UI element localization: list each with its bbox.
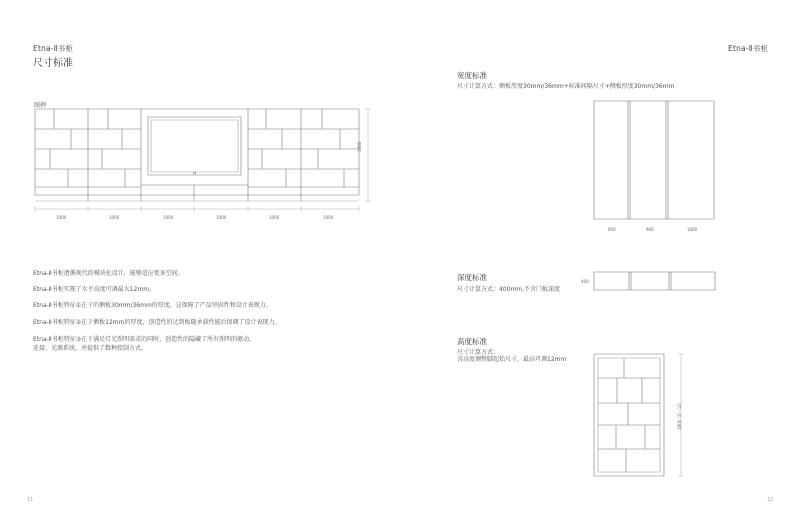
overall-height-label: 1800 bbox=[357, 141, 362, 152]
diagram-label: 图例 bbox=[34, 102, 47, 109]
depth-diagram bbox=[592, 270, 718, 292]
right-page-number: 12 bbox=[767, 497, 774, 503]
height-section-formula: 含高度调整脚起始尺寸，最高可调12mm bbox=[457, 356, 567, 363]
width-label: 600 bbox=[608, 227, 616, 232]
width-label: 1000 bbox=[687, 227, 698, 232]
width-diagram bbox=[590, 98, 718, 222]
left-brand-name: Etna-Ⅱ书柜 bbox=[33, 44, 74, 53]
left-page-number: 11 bbox=[27, 497, 34, 503]
height-section-heading: 高度标准 bbox=[457, 337, 487, 346]
description-paragraph: Etna-Ⅱ书柜遵循现代的模块化设计，能够适应更多空间。 bbox=[33, 270, 184, 277]
module-width-label: 1000 bbox=[56, 215, 67, 220]
module-width-label: 1000 bbox=[163, 215, 174, 220]
depth-label: 400 bbox=[581, 279, 589, 284]
page-title: 尺寸标准 bbox=[33, 58, 73, 69]
height-section-formula: 尺寸计算方式： bbox=[457, 349, 500, 356]
description-paragraph: Etna-Ⅱ书柜特征②在于侧板12mm的厚度，创造性的达到板随承载性能后保调了设计表现力。 bbox=[33, 319, 281, 326]
width-section-heading: 宽度标准 bbox=[457, 71, 487, 80]
bookcase-elevation-drawing bbox=[30, 105, 380, 225]
description-paragraph: 连接、光源系统，并提供了数种控制方式。 bbox=[33, 345, 148, 352]
module-width-label: 1000 bbox=[216, 215, 227, 220]
module-width-label: 1000 bbox=[109, 215, 120, 220]
description-paragraph: Etna-Ⅱ书柜实现了水平高度可调最大12mm。 bbox=[33, 286, 156, 293]
module-width-label: 1000 bbox=[269, 215, 280, 220]
right-brand-name: Etna-Ⅱ书柜 bbox=[728, 44, 769, 53]
width-label: 900 bbox=[646, 227, 654, 232]
tv-panel bbox=[148, 117, 241, 175]
depth-section-formula: 尺寸计算方式：400mm,不含门板深度 bbox=[457, 286, 561, 293]
bookcase-outline bbox=[35, 109, 359, 195]
depth-section-heading: 深度标准 bbox=[457, 273, 487, 282]
height-diagram bbox=[590, 350, 690, 480]
description-paragraph: Etna-Ⅱ书柜特征①在于的侧板30mm/36mm的厚度，这保障了产品坚固性和设计表现力。 bbox=[33, 302, 272, 309]
height-label: 1800（0 - 12） bbox=[677, 400, 682, 430]
description-paragraph: Etna-Ⅱ书柜特征③在于满足灯光照明需求的同时，创造性的隐藏了所有照明的驱动、 bbox=[33, 336, 256, 343]
width-section-formula: 尺寸计算方式：侧板厚度30mm/36mm+标准间隔尺寸+侧板厚度30mm/36mm bbox=[457, 83, 675, 90]
module-width-label: 1000 bbox=[323, 215, 334, 220]
